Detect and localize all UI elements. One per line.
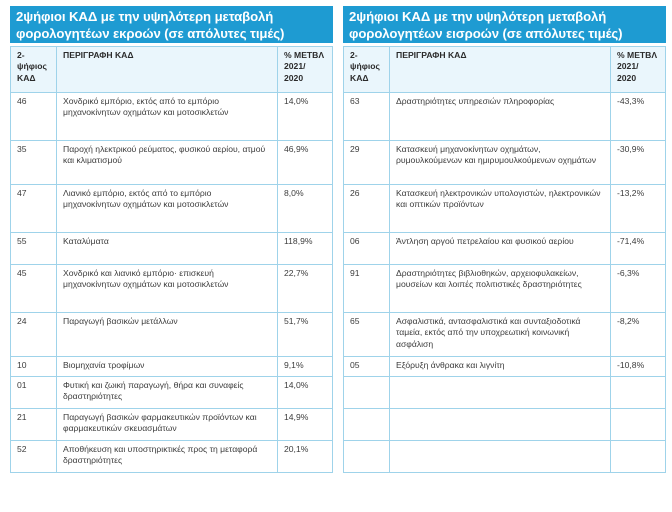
table-row bbox=[11, 93, 333, 141]
description-cell: Δραστηριότητες βιβλιοθηκών, αρχειοφυλακείων, μουσείων και λοιπές πολιτιστικές δραστηριότητες bbox=[390, 265, 611, 313]
code-cell: 65 bbox=[344, 313, 390, 357]
table-row bbox=[344, 313, 666, 357]
code-cell bbox=[344, 377, 390, 409]
description-cell: Παραγωγή βασικών μετάλλων bbox=[57, 313, 278, 357]
percent-cell: -8,2% bbox=[611, 313, 666, 357]
description-cell bbox=[390, 409, 611, 441]
description-cell: Εξόρυξη άνθρακα και λιγνίτη bbox=[390, 357, 611, 377]
percent-cell: 14,9% bbox=[278, 409, 333, 441]
percent-cell: 51,7% bbox=[278, 313, 333, 357]
outputs-header-row bbox=[11, 47, 333, 93]
percent-cell: 9,1% bbox=[278, 357, 333, 377]
table-row bbox=[344, 93, 666, 141]
percent-cell: -43,3% bbox=[611, 93, 666, 141]
outputs-title: 2ψήφιοι ΚΑΔ με την υψηλότερη μεταβολή φορολογητέων εκροών (σε απόλυτες τιμές) bbox=[10, 6, 333, 43]
percent-cell: 8,0% bbox=[278, 185, 333, 233]
table-row bbox=[344, 233, 666, 265]
code-cell: 63 bbox=[344, 93, 390, 141]
description-cell: Φυτική και ζωική παραγωγή, θήρα και συναφείς δραστηριότητες bbox=[57, 377, 278, 409]
empty-row bbox=[344, 409, 666, 441]
percent-cell bbox=[611, 409, 666, 441]
header-percent-change: % ΜΕΤΒΛ 2021/ 2020 bbox=[611, 47, 666, 93]
outputs-panel bbox=[10, 6, 333, 473]
code-cell: 01 bbox=[11, 377, 57, 409]
table-row bbox=[11, 313, 333, 357]
code-cell: 35 bbox=[11, 141, 57, 185]
percent-cell: -71,4% bbox=[611, 233, 666, 265]
description-cell: Ασφαλιστικά, αντασφαλιστικά και συνταξιοδοτικά ταμεία, εκτός από την υποχρεωτική κοινωνική ασφάλιση bbox=[390, 313, 611, 357]
table-row bbox=[11, 357, 333, 377]
table-row bbox=[344, 357, 666, 377]
description-cell bbox=[390, 377, 611, 409]
percent-cell bbox=[611, 377, 666, 409]
code-cell: 46 bbox=[11, 93, 57, 141]
code-cell: 45 bbox=[11, 265, 57, 313]
table-row bbox=[344, 185, 666, 233]
code-cell: 55 bbox=[11, 233, 57, 265]
header-description: ΠΕΡΙΓΡΑΦΗ ΚΑΔ bbox=[390, 47, 611, 93]
table-row bbox=[11, 265, 333, 313]
code-cell: 21 bbox=[11, 409, 57, 441]
header-percent-change: % ΜΕΤΒΛ 2021/ 2020 bbox=[278, 47, 333, 93]
percent-cell: 20,1% bbox=[278, 441, 333, 473]
code-cell: 52 bbox=[11, 441, 57, 473]
percent-cell: 14,0% bbox=[278, 93, 333, 141]
inputs-table bbox=[343, 46, 666, 473]
percent-cell: -6,3% bbox=[611, 265, 666, 313]
table-row bbox=[11, 441, 333, 473]
table-row bbox=[11, 185, 333, 233]
description-cell: Αποθήκευση και υποστηρικτικές προς τη μεταφορά δραστηριότητες bbox=[57, 441, 278, 473]
code-cell bbox=[344, 409, 390, 441]
outputs-table bbox=[10, 46, 333, 473]
percent-cell: 14,0% bbox=[278, 377, 333, 409]
percent-cell: -10,8% bbox=[611, 357, 666, 377]
code-cell: 06 bbox=[344, 233, 390, 265]
description-cell: Λιανικό εμπόριο, εκτός από το εμπόριο μηχανοκίνητων οχημάτων και μοτοσικλετών bbox=[57, 185, 278, 233]
description-cell: Χονδρικό εμπόριο, εκτός από το εμπόριο μηχανοκίνητων οχημάτων και μοτοσικλετών bbox=[57, 93, 278, 141]
code-cell: 91 bbox=[344, 265, 390, 313]
header-description: ΠΕΡΙΓΡΑΦΗ ΚΑΔ bbox=[57, 47, 278, 93]
empty-row bbox=[344, 441, 666, 473]
code-cell: 24 bbox=[11, 313, 57, 357]
description-cell: Κατασκευή ηλεκτρονικών υπολογιστών, ηλεκτρονικών και οπτικών προϊόντων bbox=[390, 185, 611, 233]
inputs-title: 2ψήφιοι ΚΑΔ με την υψηλότερη μεταβολή φορολογητέων εισροών (σε απόλυτες τιμές) bbox=[343, 6, 666, 43]
code-cell: 10 bbox=[11, 357, 57, 377]
empty-row bbox=[344, 377, 666, 409]
description-cell: Χονδρικό και λιανικό εμπόριο· επισκευή μηχανοκίνητων οχημάτων και μοτοσικλετών bbox=[57, 265, 278, 313]
table-row bbox=[11, 233, 333, 265]
code-cell: 26 bbox=[344, 185, 390, 233]
table-row bbox=[11, 409, 333, 441]
percent-cell bbox=[611, 441, 666, 473]
inputs-header-row bbox=[344, 47, 666, 93]
header-code: 2-ψήφιος ΚΑΔ bbox=[11, 47, 57, 93]
percent-cell: -13,2% bbox=[611, 185, 666, 233]
description-cell: Άντληση αργού πετρελαίου και φυσικού αερίου bbox=[390, 233, 611, 265]
description-cell: Παραγωγή βασικών φαρμακευτικών προϊόντων και φαρμακευτικών σκευασμάτων bbox=[57, 409, 278, 441]
percent-cell: 22,7% bbox=[278, 265, 333, 313]
description-cell: Βιομηχανία τροφίμων bbox=[57, 357, 278, 377]
table-row bbox=[11, 141, 333, 185]
table-row bbox=[344, 265, 666, 313]
percent-cell: 46,9% bbox=[278, 141, 333, 185]
code-cell bbox=[344, 441, 390, 473]
description-cell: Δραστηριότητες υπηρεσιών πληροφορίας bbox=[390, 93, 611, 141]
description-cell: Παροχή ηλεκτρικού ρεύματος, φυσικού αερίου, ατμού και κλιματισμού bbox=[57, 141, 278, 185]
table-row bbox=[11, 377, 333, 409]
description-cell: Καταλύματα bbox=[57, 233, 278, 265]
code-cell: 29 bbox=[344, 141, 390, 185]
description-cell: Κατασκευή μηχανοκίνητων οχημάτων, ρυμουλκούμενων και ημιρυμουλκούμενων οχημάτων bbox=[390, 141, 611, 185]
description-cell bbox=[390, 441, 611, 473]
table-row bbox=[344, 141, 666, 185]
percent-cell: 118,9% bbox=[278, 233, 333, 265]
header-code: 2-ψήφιος ΚΑΔ bbox=[344, 47, 390, 93]
code-cell: 05 bbox=[344, 357, 390, 377]
code-cell: 47 bbox=[11, 185, 57, 233]
percent-cell: -30,9% bbox=[611, 141, 666, 185]
inputs-panel bbox=[343, 6, 666, 473]
